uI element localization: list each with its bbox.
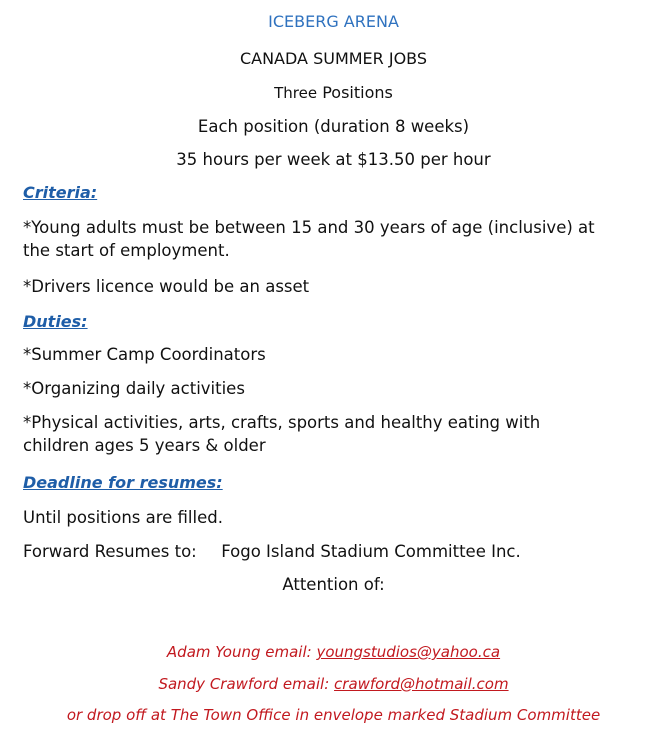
- forward-recipient: Fogo Island Stadium Committee Inc.: [221, 542, 521, 561]
- criteria-item-age: [23, 216, 595, 262]
- criteria-item-age-line1: *Young adults must be between 15 and 30 years of age (inclusive) at: [23, 218, 595, 237]
- criteria-item-age-line2: the start of employment.: [23, 241, 230, 260]
- attention-line: Attention of:: [282, 575, 385, 594]
- pay-line: 35 hours per week at $13.50 per hour: [176, 150, 491, 169]
- forward-label: Forward Resumes to:: [23, 542, 197, 561]
- duties-item-coordinators: *Summer Camp Coordinators: [23, 345, 266, 364]
- contact-sandy: [0, 675, 667, 693]
- duties-item-physical-line1: *Physical activities, arts, crafts, sports and healthy eating with: [23, 413, 541, 432]
- duties-heading: Duties:: [23, 312, 88, 331]
- duties-item-physical-line2: children ages 5 years & older: [23, 436, 266, 455]
- positions-count: Three: [274, 84, 318, 102]
- criteria-heading: Criteria:: [23, 183, 98, 202]
- contact-sandy-email-link[interactable]: crawford@hotmail.com: [334, 675, 509, 693]
- contact-adam: [0, 643, 667, 661]
- contact-adam-label: Adam Young email:: [166, 643, 317, 661]
- duration-line: Each position (duration 8 weeks): [197, 117, 470, 136]
- positions-line: [0, 83, 667, 102]
- contact-sandy-label: Sandy Crawford email:: [158, 675, 335, 693]
- deadline-heading: Deadline for resumes:: [23, 473, 223, 492]
- contact-adam-email-link[interactable]: youngstudios@yahoo.ca: [316, 643, 501, 661]
- duties-item-activities: *Organizing daily activities: [23, 379, 245, 398]
- positions-word: Positions: [322, 83, 393, 102]
- deadline-text: Until positions are filled.: [23, 508, 223, 527]
- program-title: CANADA SUMMER JOBS: [239, 49, 428, 68]
- forward-line: [23, 540, 521, 563]
- duties-item-physical: [23, 411, 540, 457]
- arena-title: ICEBERG ARENA: [268, 12, 399, 31]
- dropoff-line: or drop off at The Town Office in envelope marked Stadium Committee: [66, 706, 601, 724]
- criteria-item-licence: *Drivers licence would be an asset: [23, 277, 310, 296]
